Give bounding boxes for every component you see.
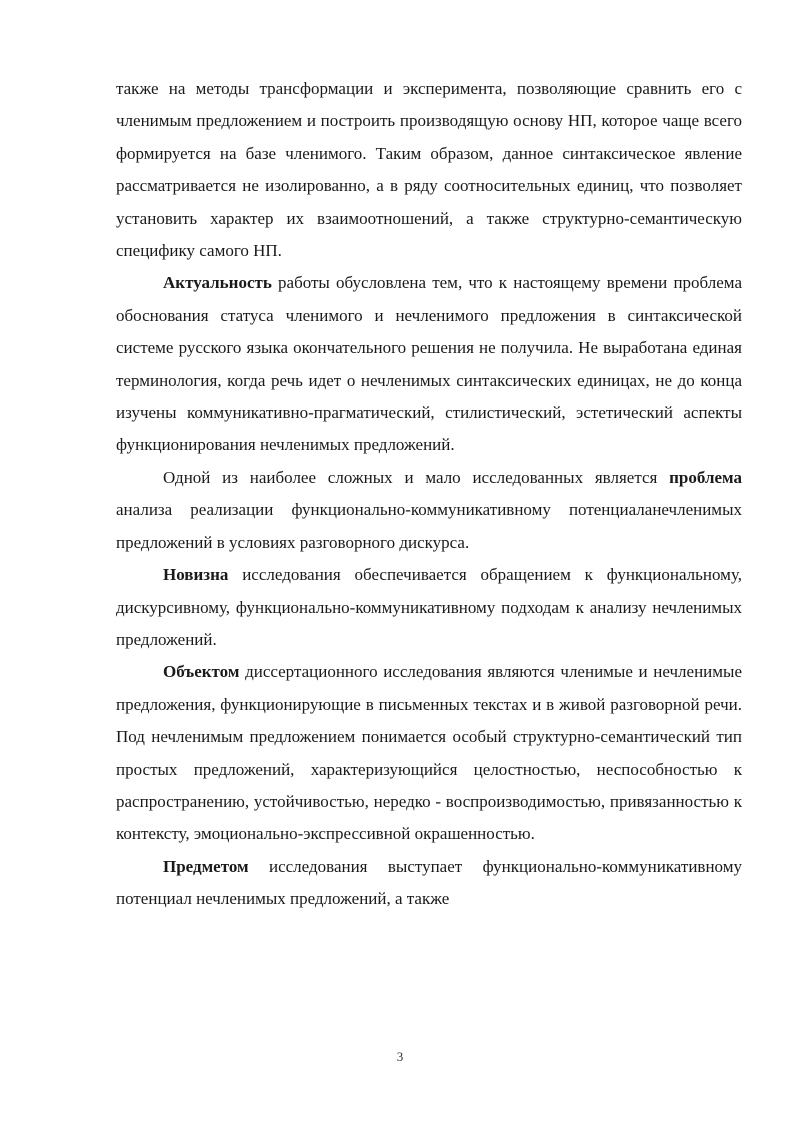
term-subject: Предметом <box>163 856 249 876</box>
document-body <box>116 73 742 916</box>
paragraph-text: работы обусловлена тем, что к настоящему времени проблема обоснования статуса членимого и нечленимого предложения в синтаксической системе русского языка окончательного решения не получила. Не выработана единая терминология, когда речь идет о нечленимых синтаксических единицах, не до конца изучены коммуникативно-прагматический, стилистический, эстетический аспекты функционирования нечленимых предложений. <box>116 273 742 455</box>
paragraph-text: анализа реализации функционально-коммуникативному потенциаланечленимых предложений в условиях разговорного дискурса. <box>116 500 742 552</box>
paragraph-text: исследования выступает функционально-коммуникативному потенциал нечленимых предложений, а также <box>116 856 742 909</box>
paragraph-object <box>116 656 742 850</box>
paragraph-text: диссертационного исследования являются членимые и нечленимые предложения, функционирующие в письменных текстах и в живой разговорной речи. Под нечленимым предложением понимается особый структурно-семантический тип простых предложений, характеризующийся целостностью, неспособностью к распространению, устойчивостью, нередко - воспроизводимостью, привязанностью к контексту, эмоционально-экспрессивной окрашенностью. <box>116 662 742 844</box>
term-problem: проблема <box>669 467 742 487</box>
term-relevance: Актуальность <box>163 273 272 293</box>
paragraph-text: исследования обеспечивается обращением к функциональному, дискурсивному, функционально-коммуникативному подходам к анализу нечленимых предложений. <box>116 565 742 649</box>
paragraph-novelty <box>116 559 742 656</box>
page-number: 3 <box>396 1049 404 1064</box>
term-novelty: Новизна <box>163 565 229 585</box>
paragraph-continuation <box>116 73 742 267</box>
term-object: Объектом <box>163 662 240 682</box>
paragraph-text: Одной из наиболее сложных и мало исследованных является <box>163 467 670 487</box>
paragraph-subject <box>116 851 742 916</box>
paragraph-relevance <box>116 267 742 461</box>
paragraph-text: также на методы трансформации и эксперимента, позволяющие сравнить его с членимым предложением и построить производящую основу НП, которое чаще всего формируется на базе членимого. Таким образом, данное синтаксическое явление рассматривается не изолированно, а в ряду соотносительных единиц, что позволяет установить характер их взаимоотношений, а также структурно-семантическую специфику самого НП. <box>116 79 742 261</box>
paragraph-problem <box>116 462 742 559</box>
